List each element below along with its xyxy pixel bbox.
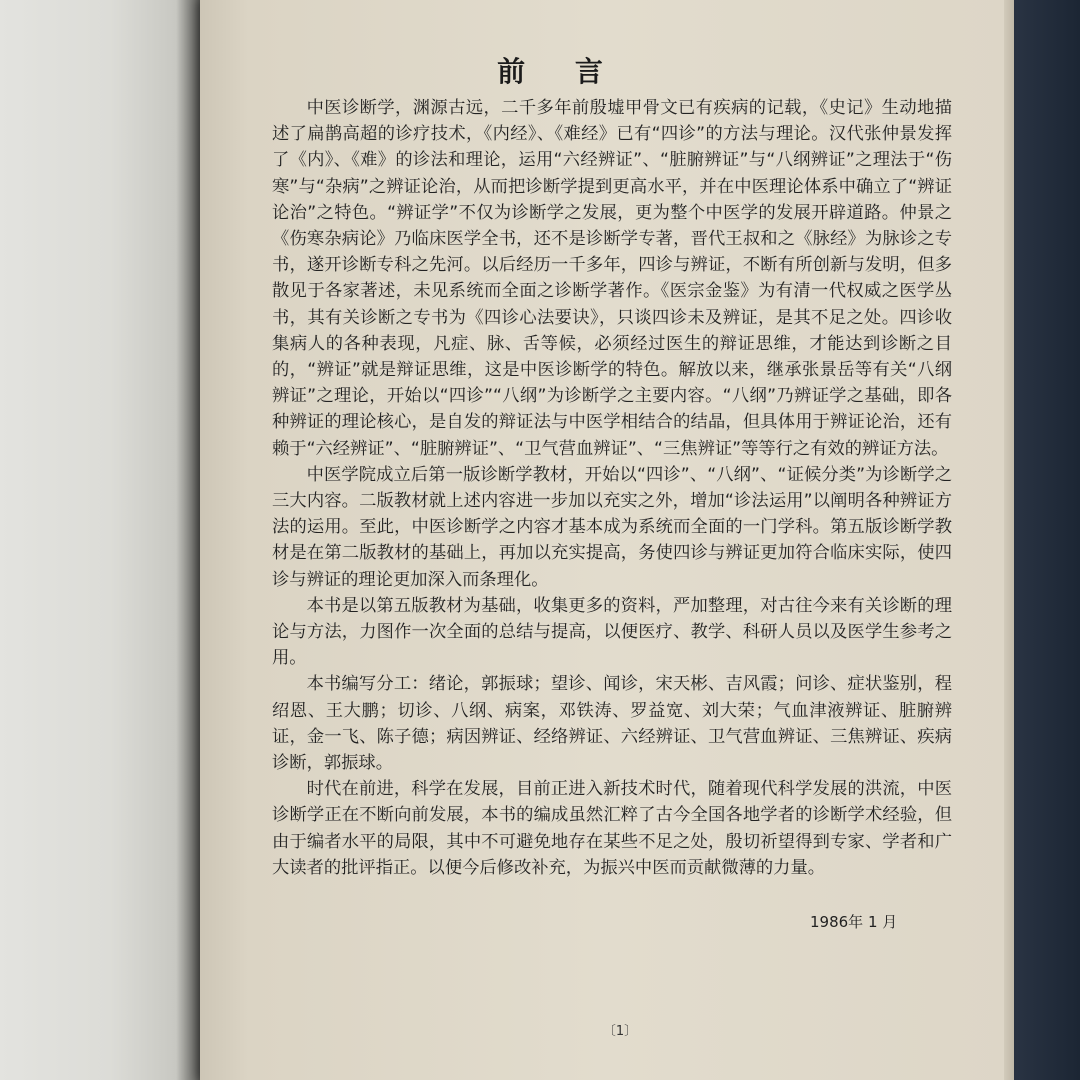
page-number: 〔1〕 <box>602 1024 638 1039</box>
facing-page <box>0 0 200 1080</box>
paragraph-5: 时代在前进，科学在发展，目前正进入新技术时代，随着现代科学发展的洪流，中医诊断学正在不断向前发展，本书的编成虽然汇粹了古今全国各地学者的诊断学术经验，但由于编者水平的局限，其中不可避免地存在某些不足之处，殷切祈望得到专家、学者和广大读者的批评指正。以便今后修改补充，为振兴中医而贡献微薄的力量。 <box>272 779 952 878</box>
preface-date: 1986年 1 月 <box>810 913 898 931</box>
page-edge <box>1004 0 1014 1080</box>
paragraph-1: 中医诊断学，渊源古远，二千多年前殷墟甲骨文已有疾病的记载，《史记》生动地描述了扁鹊高超的诊疗技术，《内经》、《难经》已有“四诊”的方法与理论。汉代张仲景发挥了《内》、《难》的诊法和理论，运用“六经辨证”、“脏腑辨证”与“八纲辨证”之理法于“伤寒”与“杂病”之辨证论治，从而把诊断学提到更高水平，并在中医理论体系中确立了“辨证论治”之特色。“辨证学”不仅为诊断学之发展，更为整个中医学的发展开辟道路。仲景之《伤寒杂病论》乃临床医学全书，还不是诊断学专著，晋代王叔和之《脉经》为脉诊之专书，遂开诊断专科之先河。以后经历一千多年，四诊与辨证，不断有所创新与发明，但多散见于各家著述，未见系统而全面之诊断学著作。《医宗金鉴》为有清一代权威之医学丛书，其有关诊断之专书为《四诊心法要诀》，只谈四诊未及辨证，是其不足之处。四诊收集病人的各种表现，凡症、脉、舌等候，必须经过医生的辩证思维，才能达到诊断之目的，“辨证”就是辩证思维，这是中医诊断学的特色。解放以来，继承张景岳等有关“八纲辨证”之理论，开始以“四诊”“八纲”为诊断学之主要内容。“八纲”乃辨证学之基础，即各种辨证的理论核心，是自发的辩证法与中医学相结合的结晶，但具体用于辨证论治，还有赖于“六经辨证”、“脏腑辨证”、“卫气营血辨证”、“三焦辨证”等等行之有效的辨证方法。 <box>272 98 952 459</box>
facing-page-shadow <box>176 0 202 1080</box>
preface-body <box>272 95 952 881</box>
paragraph-2: 中医学院成立后第一版诊断学教材，开始以“四诊”、“八纲”、“证候分类”为诊断学之三大内容。二版教材就上述内容进一步加以充实之外，增加“诊法运用”以阐明各种辨证方法的运用。至此，中医诊断学之内容才基本成为系统而全面的一门学科。第五版诊断学教材是在第二版教材的基础上，再加以充实提高，务使四诊与辨证更加符合临床实际，使四诊与辨证的理论更加深入而条理化。 <box>272 464 952 590</box>
page-title: 前 言 <box>497 55 623 88</box>
paragraph-3: 本书是以第五版教材为基础，收集更多的资料，严加整理，对古往今来有关诊断的理论与方法，力图作一次全面的总结与提高，以便医疗、教学、科研人员以及医学生参考之用。 <box>272 595 952 669</box>
background-fabric <box>1010 0 1080 1080</box>
paragraph-4: 本书编写分工：绪论，郭振球；望诊、闻诊，宋天彬、吉风霞；问诊、症状鉴别，程绍恩、王大鹏；切诊、八纲、病案，邓铁涛、罗益宽、刘大荣；气血津液辨证、脏腑辨证，金一飞、陈子德；病因辨证、经络辨证、六经辨证、卫气营血辨证、三焦辨证、疾病诊断，郭振球。 <box>272 674 952 774</box>
